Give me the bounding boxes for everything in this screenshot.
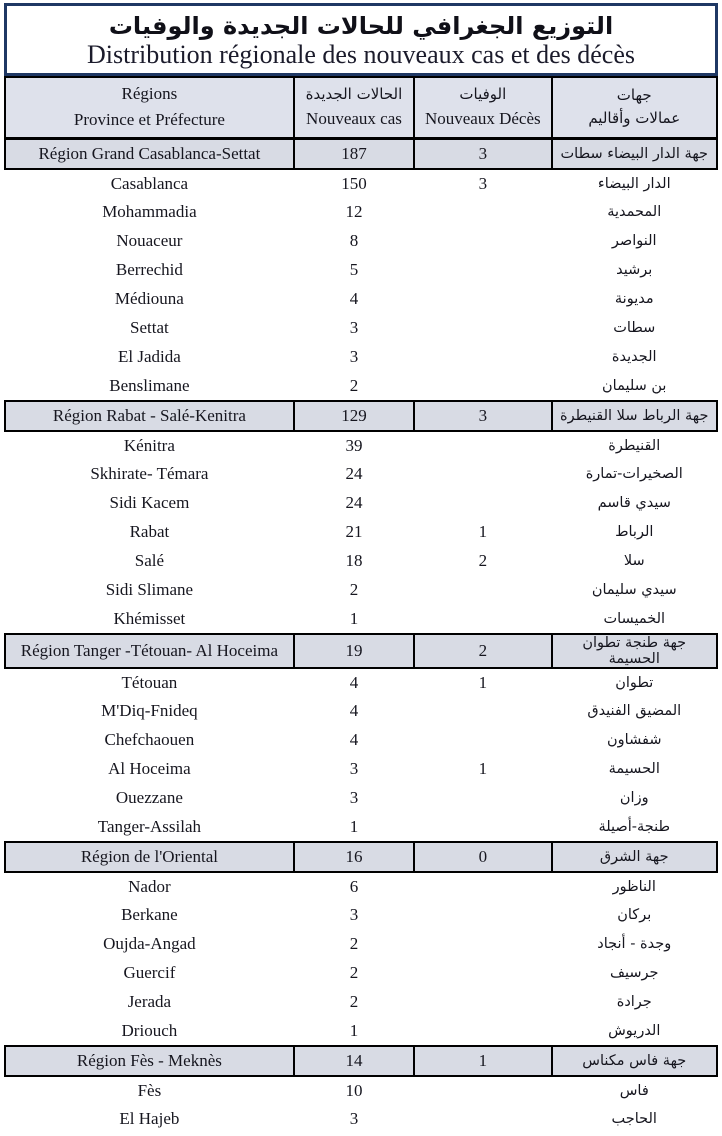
cell-new-cases: 3 <box>349 788 359 808</box>
table-header <box>5 77 717 139</box>
cell-new-deaths <box>414 697 551 726</box>
province-row <box>5 431 717 460</box>
cell-new-cases: 2 <box>349 375 359 395</box>
cell-province-name-ar: الجديدة <box>611 349 657 366</box>
province-row <box>5 198 717 227</box>
cell-province-name-fr: Khémisset <box>113 608 186 628</box>
cell-province-name-ar: جرادة <box>616 994 652 1011</box>
province-row <box>5 169 717 198</box>
cell-province-name-ar: المضيق الفنيدق <box>587 703 682 720</box>
cell-new-deaths <box>414 576 551 605</box>
cell-new-deaths <box>414 372 551 401</box>
cell-province-name-fr: Al Hoceima <box>108 759 191 779</box>
title-french: Distribution régionale des nouveaux cas et des décès <box>87 40 635 69</box>
cell-region-name-fr: Région Grand Casablanca-Settat <box>5 139 294 169</box>
province-row <box>5 697 717 726</box>
province-row <box>5 489 717 518</box>
header-new-deaths-ar: الوفيات <box>459 84 507 103</box>
cell-new-deaths: 3 <box>478 173 488 193</box>
cell-new-deaths <box>414 460 551 489</box>
cell-new-cases: 4 <box>349 672 359 692</box>
province-row <box>5 285 717 314</box>
province-row <box>5 547 717 576</box>
cell-new-cases: 14 <box>294 1046 414 1076</box>
cell-province-name-ar: الدريوش <box>608 1022 661 1039</box>
cell-province-name-fr: Tanger-Assilah <box>97 816 202 836</box>
cell-region-name-fr: Région Tanger -Tétouan- Al Hoceima <box>5 634 294 668</box>
cell-new-cases: 187 <box>294 139 414 169</box>
cell-new-cases: 24 <box>345 493 363 513</box>
header-new-cases-ar: الحالات الجديدة <box>305 84 403 103</box>
cell-province-name-ar: جرسيف <box>610 965 659 982</box>
cell-new-deaths <box>414 198 551 227</box>
cell-province-name-ar: مديونة <box>614 291 654 308</box>
title-arabic: التوزيع الجغرافي للحالات الجديدة والوفيات <box>108 12 614 40</box>
cell-new-deaths <box>414 988 551 1017</box>
cell-new-deaths <box>414 813 551 842</box>
cell-new-cases: 3 <box>349 759 359 779</box>
cell-province-name-fr: Benslimane <box>109 375 190 395</box>
cell-region-name-ar: جهة طنجة تطوان الحسيمة <box>552 634 718 668</box>
header-regions-ar-line1: جهات <box>616 86 652 105</box>
cell-new-deaths <box>414 726 551 755</box>
cell-province-name-ar: القنيطرة <box>608 437 661 454</box>
cell-province-name-fr: M'Diq-Fnideq <box>101 701 198 721</box>
cell-region-name-fr: Région Fès - Meknès <box>5 1046 294 1076</box>
province-row <box>5 988 717 1017</box>
province-row <box>5 872 717 901</box>
cell-province-name-ar: تطوان <box>615 674 654 691</box>
cell-province-name-fr: Guercif <box>123 963 176 983</box>
cell-province-name-ar: الناظور <box>612 878 656 895</box>
cell-new-deaths <box>414 1105 551 1134</box>
cell-new-deaths <box>414 489 551 518</box>
cell-new-cases: 10 <box>345 1080 363 1100</box>
cell-new-deaths <box>414 1017 551 1046</box>
cell-region-name-fr: Région de l'Oriental <box>5 842 294 872</box>
cell-region-name-ar: جهة الدار البيضاء سطات <box>552 139 718 169</box>
cell-region-name-ar: جهة الشرق <box>552 842 718 872</box>
cell-province-name-ar: برشيد <box>616 262 653 279</box>
cell-new-cases: 4 <box>349 701 359 721</box>
cell-province-name-ar: طنجة-أصيلة <box>598 818 671 835</box>
cell-province-name-ar: سطات <box>613 320 656 337</box>
cell-new-cases: 4 <box>349 730 359 750</box>
cell-new-cases: 129 <box>294 401 414 431</box>
cell-new-deaths: 1 <box>414 1046 551 1076</box>
province-row <box>5 372 717 401</box>
cell-new-deaths <box>414 959 551 988</box>
cell-new-cases: 19 <box>294 634 414 668</box>
cell-new-cases: 8 <box>349 231 359 251</box>
cell-new-deaths <box>414 227 551 256</box>
cell-new-cases: 150 <box>341 173 367 193</box>
province-row <box>5 726 717 755</box>
cell-province-name-ar: سلا <box>623 553 645 570</box>
cell-new-deaths <box>414 343 551 372</box>
cell-new-cases: 39 <box>345 435 363 455</box>
cell-new-cases: 16 <box>294 842 414 872</box>
cell-province-name-fr: Chefchaouen <box>104 730 195 750</box>
cell-province-name-ar: الرباط <box>615 524 654 541</box>
province-row <box>5 576 717 605</box>
cell-province-name-ar: الحسيمة <box>608 761 660 778</box>
province-row <box>5 314 717 343</box>
cell-new-deaths: 2 <box>478 551 488 571</box>
cell-new-cases: 18 <box>345 551 363 571</box>
cell-new-cases: 24 <box>345 464 363 484</box>
cell-province-name-ar: فاس <box>619 1082 649 1099</box>
cell-province-name-fr: Berrechid <box>115 260 183 280</box>
cell-province-name-fr: Nador <box>128 876 171 896</box>
cell-province-name-fr: Ouezzane <box>115 788 183 808</box>
cell-province-name-fr: Driouch <box>121 1020 178 1040</box>
cell-new-deaths: 1 <box>478 522 488 542</box>
region-summary-row <box>5 1046 717 1076</box>
province-row <box>5 901 717 930</box>
province-row <box>5 930 717 959</box>
header-regions <box>5 77 294 139</box>
province-row <box>5 1076 717 1105</box>
cell-new-cases: 2 <box>349 580 359 600</box>
cell-province-name-fr: Fès <box>137 1080 162 1100</box>
province-row <box>5 343 717 372</box>
cell-new-cases: 2 <box>349 934 359 954</box>
province-row <box>5 460 717 489</box>
cell-new-deaths <box>414 930 551 959</box>
province-row <box>5 256 717 285</box>
cell-region-name-ar: جهة فاس مكناس <box>552 1046 718 1076</box>
cell-new-cases: 21 <box>345 522 363 542</box>
cell-province-name-fr: Sidi Kacem <box>109 493 190 513</box>
cell-province-name-ar: بن سليمان <box>602 377 667 394</box>
cell-new-deaths: 1 <box>478 759 488 779</box>
cell-new-cases: 1 <box>349 608 359 628</box>
province-row <box>5 518 717 547</box>
cell-province-name-ar: المحمدية <box>607 204 662 221</box>
cell-new-cases: 5 <box>349 260 359 280</box>
cell-province-name-fr: Casablanca <box>110 173 189 193</box>
header-new-deaths <box>414 77 551 139</box>
cell-province-name-fr: Jerada <box>127 992 172 1012</box>
header-regions-line2: Province et Préfecture <box>73 110 225 130</box>
region-summary-row <box>5 401 717 431</box>
cell-region-name-fr: Région Rabat - Salé-Kenitra <box>5 401 294 431</box>
cell-province-name-ar: بركان <box>617 907 652 924</box>
cell-province-name-fr: Kénitra <box>123 435 175 455</box>
cell-province-name-fr: Berkane <box>121 905 178 925</box>
cell-new-cases: 2 <box>349 963 359 983</box>
province-row <box>5 755 717 784</box>
cell-province-name-fr: Salé <box>134 551 165 571</box>
cell-province-name-ar: وجدة - أنجاد <box>597 936 672 953</box>
province-row <box>5 813 717 842</box>
cell-new-cases: 3 <box>349 318 359 338</box>
cell-province-name-ar: وزان <box>619 790 649 807</box>
province-row <box>5 227 717 256</box>
cell-province-name-fr: Oujda-Angad <box>103 934 196 954</box>
cell-new-deaths <box>414 901 551 930</box>
distribution-table <box>4 76 718 1134</box>
cell-new-cases: 4 <box>349 289 359 309</box>
cell-new-cases: 12 <box>345 202 363 222</box>
header-regions-ar-line2: عمالات وأقاليم <box>588 109 681 128</box>
cell-province-name-ar: الحاجب <box>611 1111 657 1128</box>
cell-province-name-ar: الدار البيضاء <box>597 175 671 192</box>
cell-province-name-ar: الصخيرات-تمارة <box>585 466 683 483</box>
cell-province-name-ar: سيدي قاسم <box>597 495 671 512</box>
cell-province-name-ar: الخميسات <box>603 610 666 627</box>
cell-new-cases: 3 <box>349 905 359 925</box>
cell-new-cases: 1 <box>349 816 359 836</box>
cell-region-name-ar: جهة الرباط سلا القنيطرة <box>552 401 718 431</box>
province-row <box>5 784 717 813</box>
cell-province-name-fr: Rabat <box>129 522 170 542</box>
header-row <box>5 77 717 139</box>
header-new-cases <box>294 77 414 139</box>
cell-new-deaths <box>414 605 551 634</box>
cell-province-name-fr: Tétouan <box>121 672 178 692</box>
cell-province-name-ar: سيدي سليمان <box>591 582 677 599</box>
cell-province-name-fr: Nouaceur <box>116 231 183 251</box>
cell-new-deaths <box>414 1076 551 1105</box>
cell-new-deaths <box>414 784 551 813</box>
header-regions-line1: Régions <box>121 84 178 103</box>
header-new-deaths-fr: Nouveaux Décès <box>424 108 541 128</box>
province-row <box>5 959 717 988</box>
cell-province-name-fr: Sidi Slimane <box>105 580 194 600</box>
cell-new-deaths: 0 <box>414 842 551 872</box>
cell-province-name-fr: El Jadida <box>118 347 181 367</box>
cell-province-name-fr: El Hajeb <box>119 1109 180 1129</box>
cell-new-deaths: 1 <box>478 672 488 692</box>
cell-province-name-fr: Skhirate- Témara <box>90 464 209 484</box>
province-row <box>5 668 717 697</box>
cell-province-name-fr: Médiouna <box>114 289 184 309</box>
province-row <box>5 605 717 634</box>
cell-new-cases: 2 <box>349 992 359 1012</box>
cell-new-deaths <box>414 256 551 285</box>
header-regions-ar <box>552 77 718 139</box>
cell-province-name-fr: Mohammadia <box>102 202 197 222</box>
cell-new-deaths <box>414 285 551 314</box>
cell-new-cases: 3 <box>349 1109 359 1129</box>
cell-new-cases: 3 <box>349 347 359 367</box>
region-summary-row <box>5 634 717 668</box>
province-row <box>5 1105 717 1134</box>
cell-new-deaths: 3 <box>414 401 551 431</box>
cell-province-name-fr: Settat <box>130 318 169 338</box>
province-row <box>5 1017 717 1046</box>
cell-new-deaths: 2 <box>414 634 551 668</box>
cell-new-deaths <box>414 872 551 901</box>
header-new-cases-fr: Nouveaux cas <box>306 108 402 128</box>
cell-new-cases: 6 <box>349 876 359 896</box>
cell-new-deaths <box>414 431 551 460</box>
cell-new-deaths: 3 <box>414 139 551 169</box>
title-box <box>4 3 718 76</box>
cell-province-name-ar: النواصر <box>611 233 657 250</box>
cell-new-deaths <box>414 314 551 343</box>
cell-province-name-ar: شفشاون <box>607 732 662 749</box>
cell-new-cases: 1 <box>349 1020 359 1040</box>
region-summary-row <box>5 139 717 169</box>
region-summary-row <box>5 842 717 872</box>
table-body <box>5 139 717 1134</box>
